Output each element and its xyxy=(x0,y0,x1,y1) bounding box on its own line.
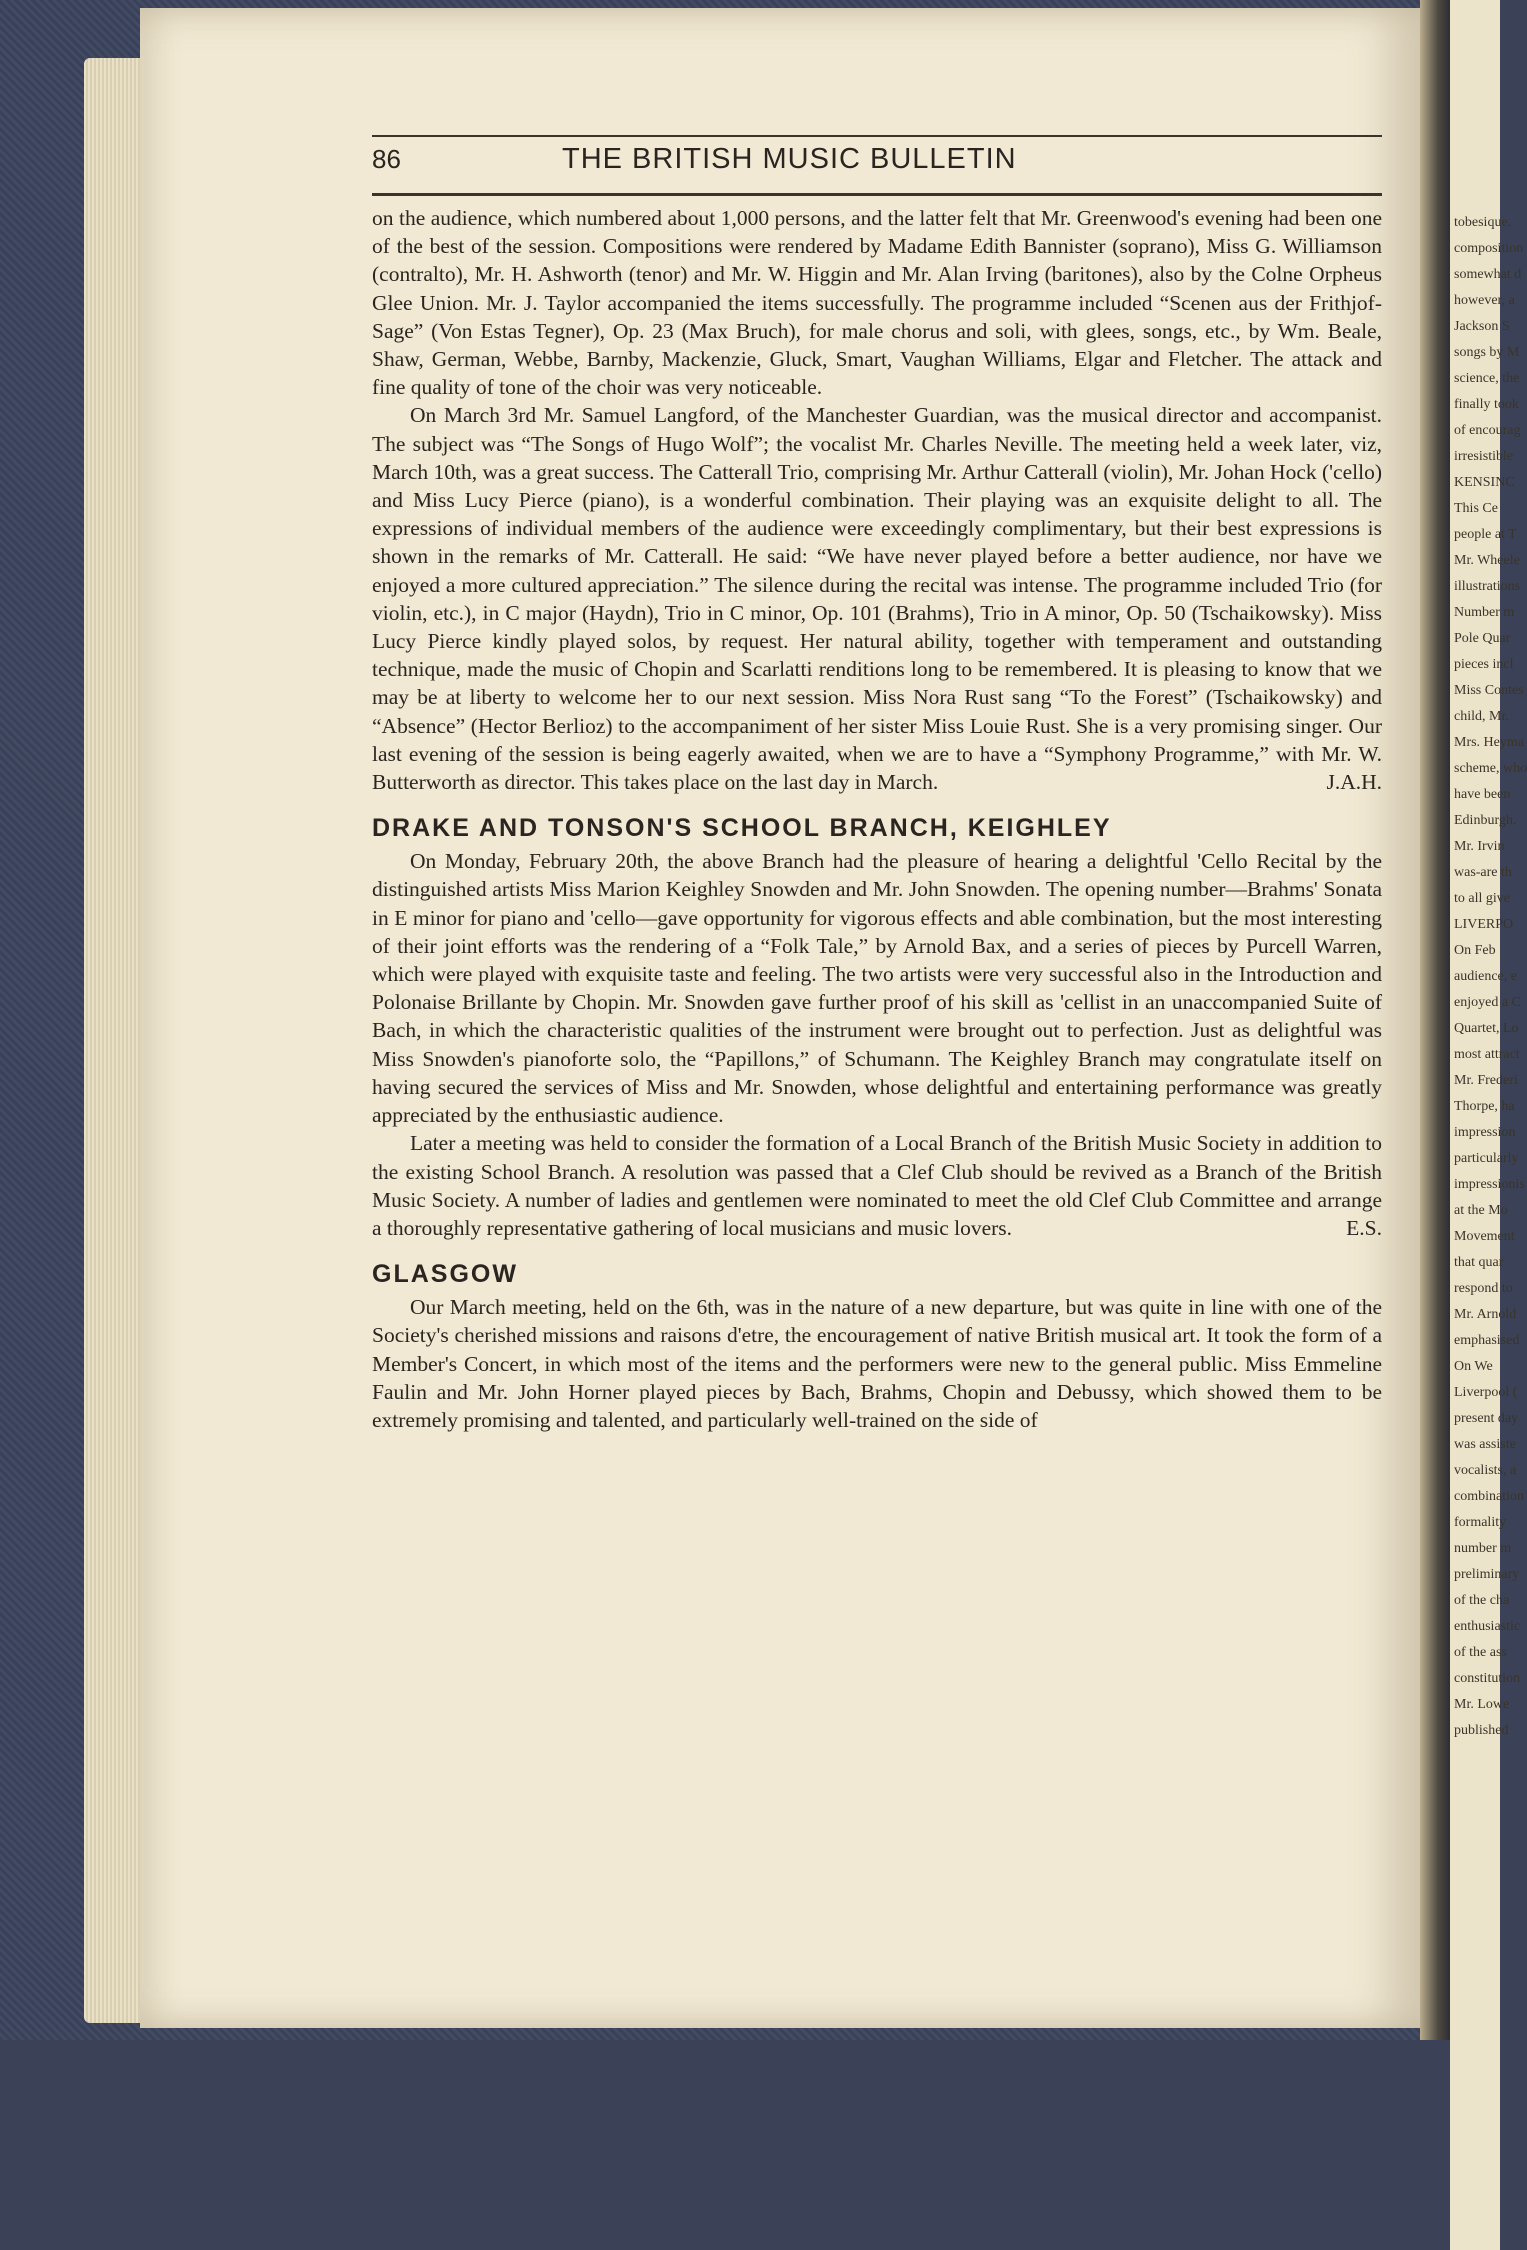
adjacent-page-fragment: scheme, who xyxy=(1454,761,1527,776)
adjacent-page-fragment: formality xyxy=(1454,1515,1507,1530)
adjacent-page-fragment: Jackson S xyxy=(1454,319,1510,334)
section-heading: DRAKE AND TONSON'S SCHOOL BRANCH, KEIGHLEY xyxy=(372,814,1112,843)
adjacent-page-fragment: songs by M xyxy=(1454,345,1520,360)
adjacent-page-fragment: Number m xyxy=(1454,605,1515,620)
adjacent-page-fragment: however, a xyxy=(1454,293,1515,308)
adjacent-page-fragment: enjoyed a C xyxy=(1454,995,1521,1010)
section xyxy=(372,814,1382,1242)
paragraph: On March 3rd Mr. Samuel Langford, of the Manchester Guardian, was the musical director and accompanist. The subject was “The Songs of Hugo Wolf”; the vocalist Mr. Charles Neville. The meeting held a week later, viz, March 10th, was a great success. The Catterall Trio, comprising Mr. Arthur Catterall (violin), Mr. Johan Hock ('cello) and Miss Lucy Pierce (piano), is a wonderful combination. Their playing was an exquisite delight to all. The expressions of individual members of the audience were exceedingly complimentary, but their best expressions is shown in the remarks of Mr. Catterall. He said: “We have never played before a better audience, nor have we enjoyed a more cultured appreciation.” The silence during the recital was intense. The programme included Trio (for violin, etc.), in C major (Haydn), Trio in C minor, Op. 101 (Brahms), Trio in A minor, Op. 50 (Tschaikowsky). Miss Lucy Pierce kindly played solos, by request. Her natural ability, together with temperament and outstanding technique, made the music of Chopin and Scarlatti renditions long to be remembered. It is pleasing to know that we may be at liberty to welcome her to our next session. Miss Nora Rust sang “To the Forest” (Tschaikowsky) and “Absence” (Hector Berlioz) to the accompaniment of her sister Miss Louie Rust. She is a very promising singer. Our last evening of the session is being eagerly awaited, when we are to have a “Symphony Programme,” with Mr. W. Butterworth as director. This takes place on the last day in March. J.A.H. xyxy=(372,401,1382,796)
adjacent-page-fragment: of the cha xyxy=(1454,1593,1510,1608)
article-body xyxy=(372,204,1382,1434)
adjacent-page-fragment: This Ce xyxy=(1454,501,1498,516)
adjacent-page-fragment: Mr. Arnold xyxy=(1454,1307,1517,1322)
adjacent-page-fragment: impression xyxy=(1454,1125,1516,1140)
adjacent-page-fragment: have been xyxy=(1454,787,1511,802)
adjacent-page-fragment: Edinburgh. xyxy=(1454,813,1517,828)
adjacent-page-fragment: people at T xyxy=(1454,527,1517,542)
adjacent-page-fragment: particularly xyxy=(1454,1151,1519,1166)
adjacent-page-fragment: emphasised xyxy=(1454,1333,1520,1348)
adjacent-page-fragment: impressionis xyxy=(1454,1177,1525,1192)
adjacent-page-fragment: preliminary xyxy=(1454,1567,1520,1582)
adjacent-page-fragment: tobesique. xyxy=(1454,215,1512,230)
adjacent-page-fragment: vocalists, a xyxy=(1454,1463,1517,1478)
adjacent-page-fragment: Thorpe, ha xyxy=(1454,1099,1515,1114)
adjacent-page-fragment: that quar xyxy=(1454,1255,1504,1270)
adjacent-page-fragment: combination xyxy=(1454,1489,1524,1504)
adjacent-page-fragment: Mr. Wheele xyxy=(1454,553,1520,568)
page-number: 86 xyxy=(372,144,401,174)
adjacent-page-fragment: On We xyxy=(1454,1359,1493,1374)
paragraph: Later a meeting was held to consider the formation of a Local Branch of the British Music Society in addition to the existing School Branch. A resolution was passed that a Clef Club should be revived as a Branch of the British Music Society. A number of ladies and gentlemen were nominated to meet the old Clef Club Committee and arrange a thoroughly representative gathering of local musicians and music lovers. E.S. xyxy=(372,1129,1382,1242)
adjacent-page-fragment: at the Mo xyxy=(1454,1203,1508,1218)
adjacent-page-fragment: present day xyxy=(1454,1411,1519,1426)
section-heading: GLASGOW xyxy=(372,1260,518,1289)
adjacent-page-fragment: Quartet, Lo xyxy=(1454,1021,1519,1036)
adjacent-page-fragment: to all give xyxy=(1454,891,1510,906)
adjacent-page-fragment: was assiste xyxy=(1454,1437,1516,1452)
adjacent-page-fragment: Pole Quar xyxy=(1454,631,1511,646)
author-initials: E.S. xyxy=(1346,1215,1382,1240)
adjacent-page-fragment: respond to xyxy=(1454,1281,1513,1296)
adjacent-page-fragment: Mr. Lowe xyxy=(1454,1697,1510,1712)
adjacent-page-fragment: On Feb xyxy=(1454,943,1496,958)
adjacent-page-fragment: irresistible xyxy=(1454,449,1514,464)
paragraph: Our March meeting, held on the 6th, was in the nature of a new departure, but was quite in line with one of the Society's cherished missions and raisons d'etre, the encouragement of native British musical art. It took the form of a Member's Concert, in which most of the items and the performers were new to the general public. Miss Emmeline Faulin and Mr. John Horner played pieces by Bach, Brahms, Chopin and Debussy, which showed them to be extremely promising and talented, and particularly well-trained on the side of xyxy=(372,1295,1382,1432)
paragraph: on the audience, which numbered about 1,000 persons, and the latter felt that Mr. Greenwood's evening had been one of the best of the session. Compositions were rendered by Madame Edith Bannister (soprano), Miss G. Williamson (contralto), Mr. H. Ashworth (tenor) and Mr. W. Higgin and Mr. Alan Irving (baritones), also by the Colne Orpheus Glee Union. Mr. J. Taylor accompanied the items successfully. The programme included “Scenen aus der Frithjof-Sage” (Von Estas Tegner), Op. 23 (Max Bruch), for male chorus and soli, with glees, songs, etc., by Wm. Beale, Shaw, German, Webbe, Barnby, Mackenzie, Gluck, Smart, Vaughan Williams, Elgar and Fletcher. The attack and fine quality of tone of the choir was very noticeable. xyxy=(372,206,1382,400)
adjacent-page-fragment: finally took xyxy=(1454,397,1519,412)
section xyxy=(372,1260,1382,1434)
section xyxy=(372,204,1382,796)
adjacent-page-fragment: Mr. Irvin xyxy=(1454,839,1505,854)
adjacent-page-fragment: pieces incl xyxy=(1454,657,1514,672)
adjacent-page-fragment: somewhat d xyxy=(1454,267,1522,282)
adjacent-page-fragment: of encourag xyxy=(1454,423,1521,438)
header-rule-bottom xyxy=(372,193,1382,196)
paragraph: On Monday, February 20th, the above Branch had the pleasure of hearing a delightful 'Cello Recital by the distinguished artists Miss Marion Keighley Snowden and Mr. John Snowden. The opening number—Brahms' Sonata in E minor for piano and 'cello—gave opportunity for vigorous effects and able combination, but the most interesting of their joint efforts was the rendering of a “Folk Tale,” by Arnold Bax, and a series of pieces by Purcell Warren, which were played with exquisite taste and feeling. The two artists were very successful also in the Introduction and Polonaise Brillante by Chopin. Mr. Snowden gave further proof of his skill as 'cellist in an unaccompanied Suite of Bach, in which the characteristic qualities of the instrument were brought out to perfection. Just as delightful was Miss Snowden's pianoforte solo, the “Papillons,” of Schumann. The Keighley Branch may congratulate itself on having secured the services of Miss and Mr. Snowden, whose delightful and entertaining performance was greatly appreciated by the enthusiastic audience. xyxy=(372,849,1382,1128)
page-header xyxy=(372,137,1382,193)
adjacent-page-fragment: constitution xyxy=(1454,1671,1521,1686)
adjacent-page-fragment: KENSINC xyxy=(1454,475,1515,490)
adjacent-page-fragment: was-are th xyxy=(1454,865,1512,880)
adjacent-page-fragment: Mr. Frederi xyxy=(1454,1073,1518,1088)
adjacent-page-fragment: most attract xyxy=(1454,1047,1520,1062)
author-initials: J.A.H. xyxy=(1326,770,1382,795)
book-gutter xyxy=(1420,0,1450,2040)
page-content xyxy=(372,135,1382,1434)
running-head: THE BRITISH MUSIC BULLETIN xyxy=(562,143,1017,175)
adjacent-page-fragment: Movement xyxy=(1454,1229,1515,1244)
adjacent-page-fragment: composition xyxy=(1454,241,1524,256)
adjacent-page-fragment: science, the xyxy=(1454,371,1520,386)
adjacent-page-fragment: Mrs. Heyma xyxy=(1454,735,1524,750)
adjacent-page-fragment: audience, e xyxy=(1454,969,1517,984)
adjacent-page-fragment: published xyxy=(1454,1723,1509,1738)
adjacent-page-fragment: illustrations xyxy=(1454,579,1521,594)
adjacent-page-fragment: Liverpool ( xyxy=(1454,1385,1518,1400)
adjacent-page-fragment: Miss Contes xyxy=(1454,683,1524,698)
adjacent-page-fragment: of the ass xyxy=(1454,1645,1507,1660)
adjacent-page xyxy=(1450,0,1527,2250)
adjacent-page-fragment: enthusiastic xyxy=(1454,1619,1521,1634)
adjacent-page-fragment: LIVERPO xyxy=(1454,917,1514,932)
adjacent-page-fragment: number m xyxy=(1454,1541,1512,1556)
adjacent-page-fragment: child, Mr. xyxy=(1454,709,1509,724)
